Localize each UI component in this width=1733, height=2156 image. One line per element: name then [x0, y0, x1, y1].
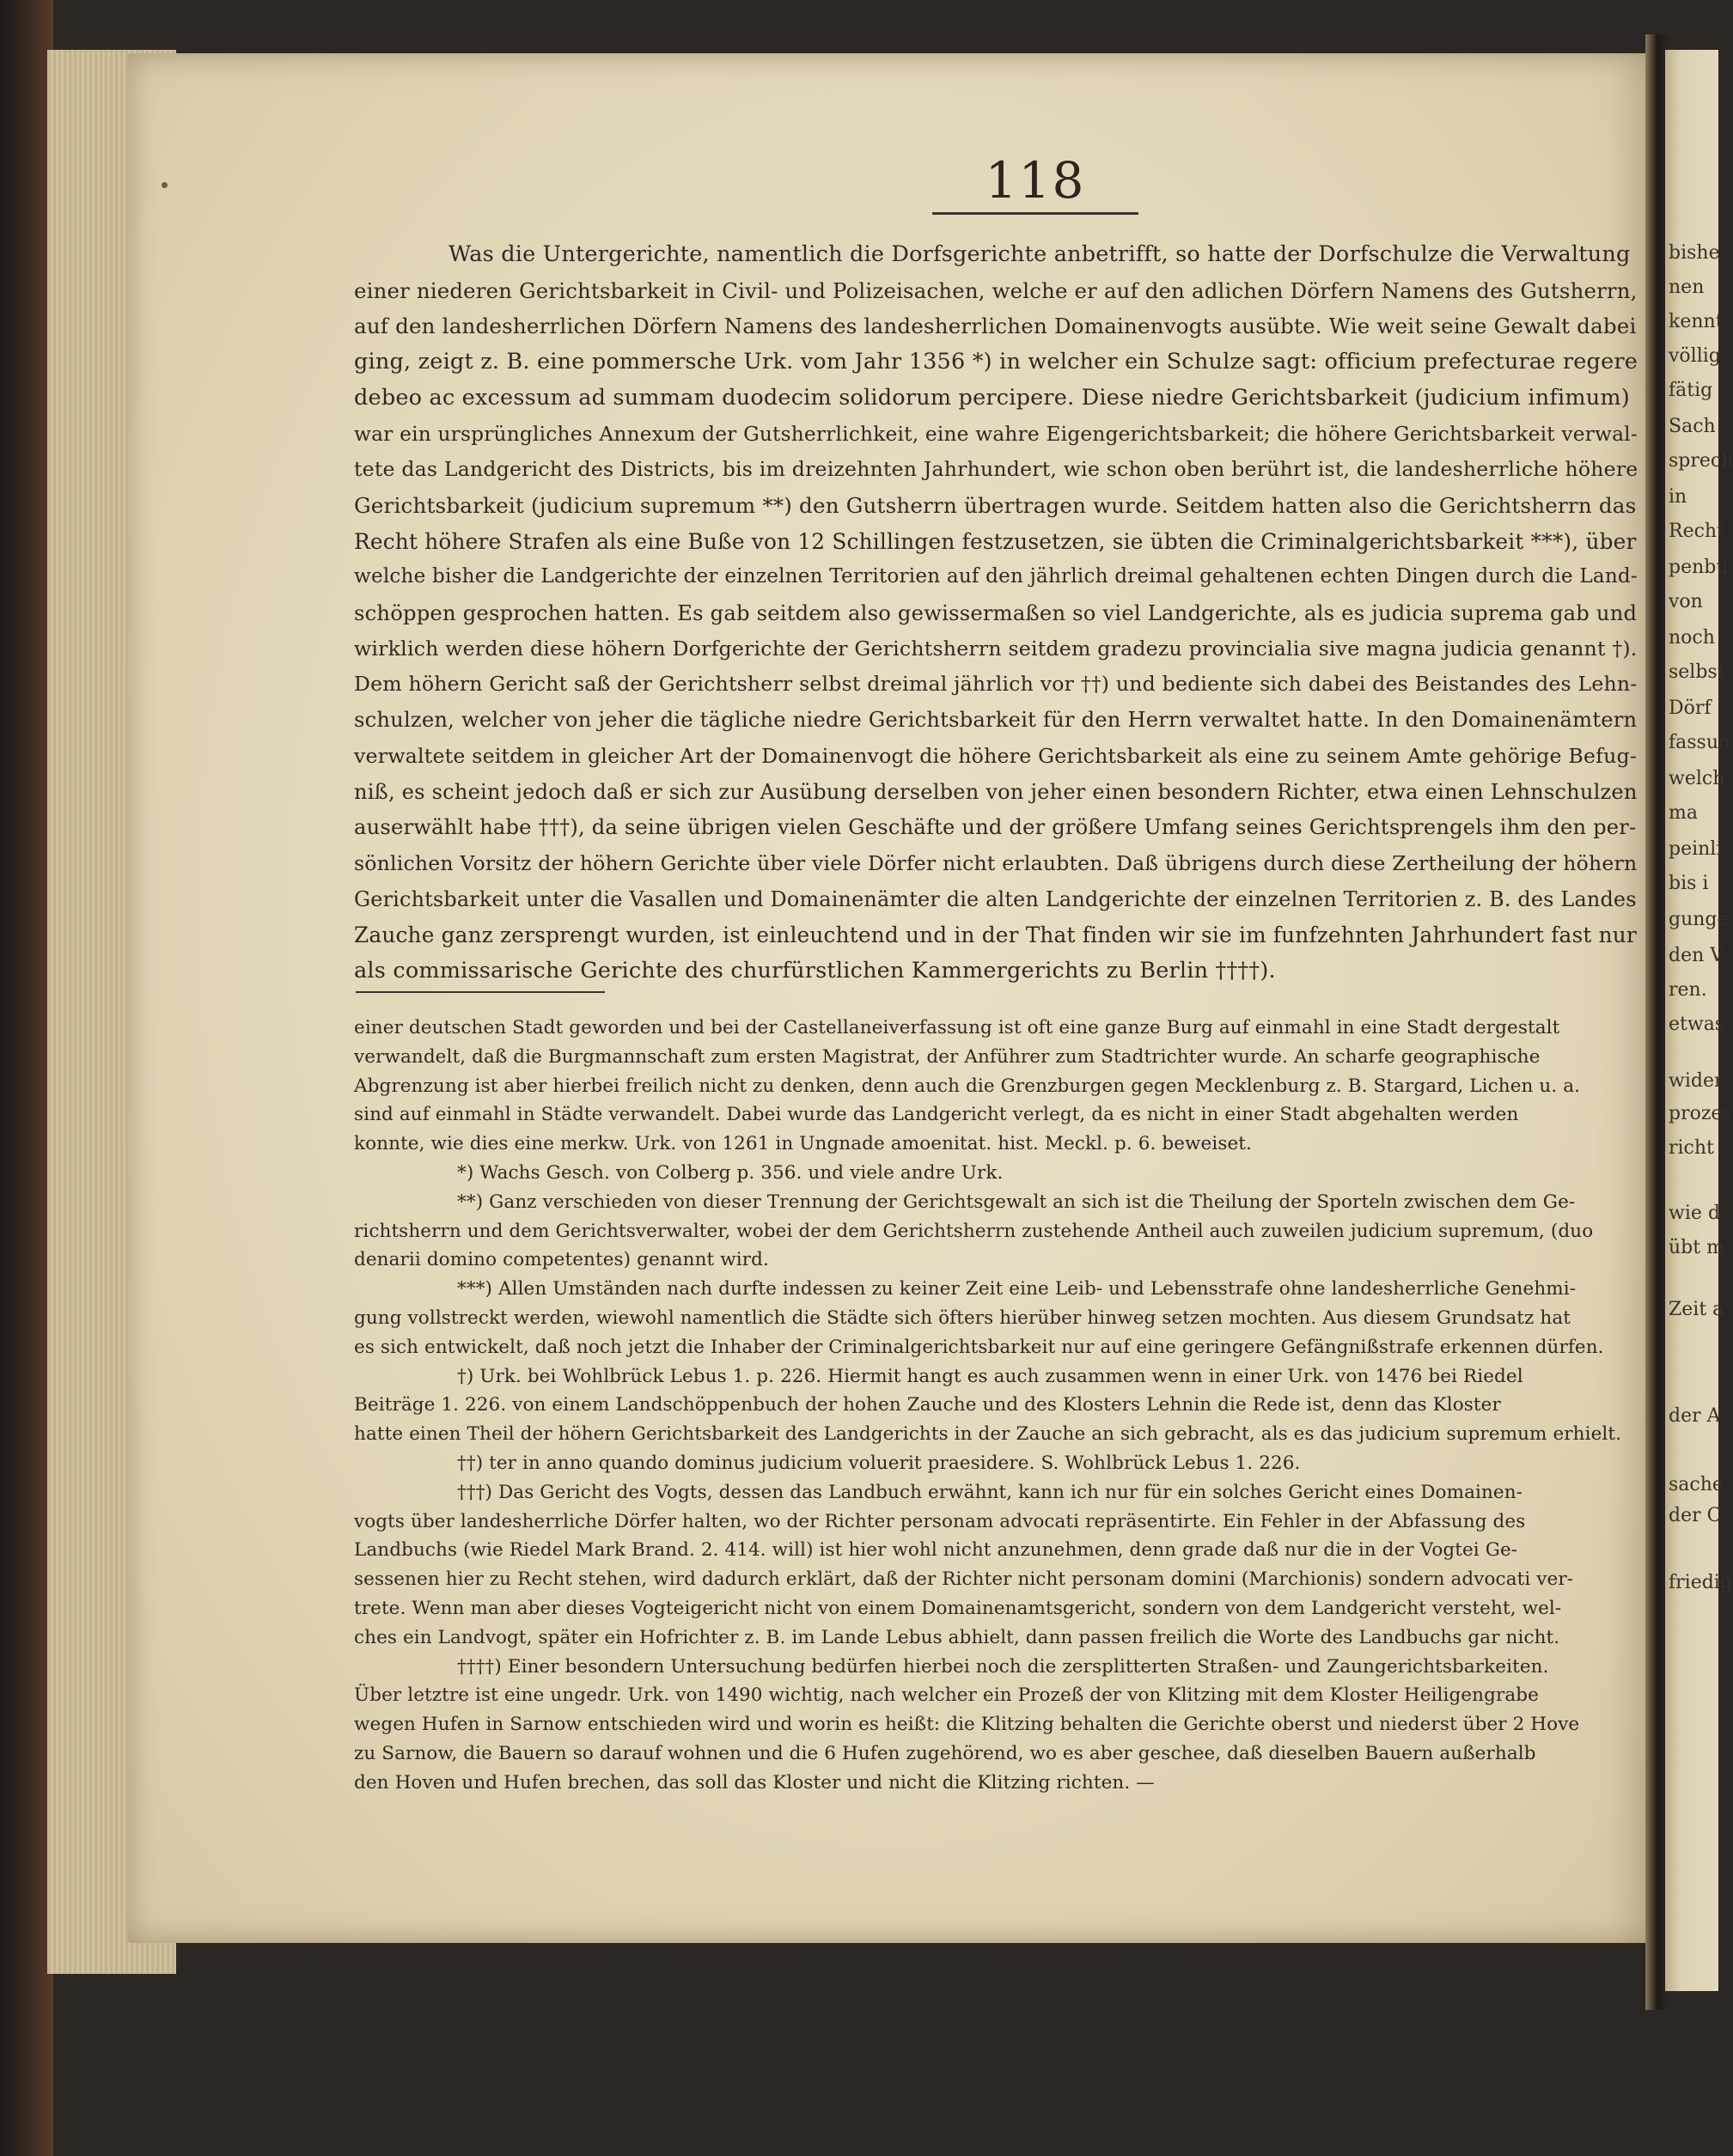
facing-page-word: wie d	[1669, 1203, 1720, 1224]
facing-page-word: nen	[1669, 277, 1705, 298]
main-text-line: Dem höhern Gericht saß der Gerichtsherr selbst dreimal jährlich vor ††) und bediente sich dabei des Beistandes des Lehn-	[354, 672, 1638, 697]
facing-page-word: der A	[1669, 1405, 1721, 1427]
main-text-line: war ein ursprüngliches Annexum der Gutsherrlichkeit, eine wahre Eigengerichtsbarkeit; die höhere Gerichtsbarkeit verwal-	[354, 422, 1638, 446]
page-number: 118	[985, 151, 1086, 210]
facing-page-word: ren.	[1669, 979, 1707, 1001]
footnote-line: Landbuchs (wie Riedel Mark Brand. 2. 414. will) ist hier wohl nicht anzunehmen, denn grade daß nur die in der Vogtei Ge-	[354, 1539, 1518, 1562]
footnote-line: hatte einen Theil der höhern Gerichtsbarkeit des Landgerichts in der Zauche an sich gebracht, als es das judicium supremum erhielt.	[354, 1423, 1622, 1446]
footnote-line: *) Wachs Gesch. von Colberg p. 356. und viele andre Urk.	[457, 1161, 1004, 1184]
facing-page-word: bis i	[1669, 873, 1709, 894]
main-text-line: einer niederen Gerichtsbarkeit in Civil- und Polizeisachen, welche er auf den adlichen Dörfern Namens des Gutsherrn,	[354, 277, 1638, 303]
footnote-line: gung vollstreckt werden, wiewohl namentlich die Städte sich öfters hierüber hinweg setzen mochten. Aus diesem Grundsatz hat	[354, 1306, 1571, 1329]
facing-page-fragment	[1665, 50, 1733, 1991]
facing-page-word: sache	[1669, 1474, 1724, 1495]
footnote-line: verwandelt, daß die Burgmannschaft zum ersten Magistrat, der Anführer zum Stadtrichter wurde. An scharfe geographische	[354, 1045, 1541, 1068]
footnote-line: wegen Hufen in Sarnow entschieden wird und worin es heißt: die Klitzing behalten die Gerichte oberst und niederst über 2 Hove	[354, 1714, 1580, 1736]
footnote-line: konnte, wie dies eine merkw. Urk. von 1261 in Ungnade amoenitat. hist. Meckl. p. 6. beweiset.	[354, 1133, 1252, 1155]
footnote-line: ***) Allen Umständen nach durfte indessen zu keiner Zeit eine Leib- und Lebensstrafe ohne landesherrliche Genehmi-	[457, 1278, 1577, 1300]
book-cover-edge	[0, 0, 53, 2156]
main-text-line: debeo ac excessum ad summam duodecim solidorum percipere. Diese niedre Gerichtsbarkeit (judicium infimum)	[354, 384, 1630, 411]
facing-page-word: kennt	[1669, 311, 1724, 332]
footnotes-block	[354, 1014, 1643, 1798]
main-text-line: wirklich werden diese höhern Dorfgerichte der Gerichtsherrn seitdem gradezu provincialia sive magna judicia genannt †).	[354, 636, 1638, 661]
facing-page-word: sprech	[1669, 450, 1733, 472]
main-text-line: Gerichtsbarkeit (judicium supremum **) den Gutsherrn übertragen wurde. Seitdem hatten also die Gerichtsherrn das	[354, 492, 1637, 518]
main-text-line: ging, zeigt z. B. eine pommersche Urk. vom Jahr 1356 *) in welcher ein Schulze sagt: officium prefecturae regere	[354, 349, 1638, 375]
facing-page-word: Zeit a	[1669, 1299, 1724, 1320]
footnote-line: †) Urk. bei Wohlbrück Lebus 1. p. 226. Hiermit hangt es auch zusammen wenn in einer Urk. von 1476 bei Riedel	[457, 1365, 1523, 1387]
facing-page-word: Sach	[1669, 416, 1716, 437]
page-number-rule	[932, 212, 1138, 215]
main-text-line: Gerichtsbarkeit unter die Vasallen und Domainenämter die alten Landgerichte der einzelnen Territorien z. B. des Landes	[354, 886, 1637, 911]
facing-page-word: peinli	[1669, 838, 1723, 860]
main-text-line: auf den landesherrlichen Dörfern Namens des landesherrlichen Domainenvogts ausübte. Wie weit seine Gewalt dabei	[354, 314, 1637, 339]
main-text-line: welche bisher die Landgerichte der einzelnen Territorien auf den jährlich dreimal gehaltenen echten Dingen durch die Land-	[354, 565, 1638, 588]
footnote-line: sessenen hier zu Recht stehen, wird dadurch erklärt, daß der Richter nicht personam domini (Marchionis) sondern advocati ver-	[354, 1568, 1574, 1591]
footnote-line: den Hoven und Hufen brechen, das soll das Kloster und nicht die Klitzing richten. —	[354, 1771, 1155, 1794]
facing-page-word: in	[1669, 486, 1687, 508]
facing-page-word: noch	[1669, 627, 1715, 649]
main-text-line: tete das Landgericht des Districts, bis im dreizehnten Jahrhundert, wie schon oben berührt ist, die landesherrliche höhere	[354, 457, 1638, 482]
footnote-line: es sich entwickelt, daß noch jetzt die Inhaber der Criminalgerichtsbarkeit nur auf eine geringere Gefängnißstrafe erkennen dürfen.	[354, 1336, 1604, 1358]
facing-page-word: prozes	[1669, 1103, 1732, 1124]
facing-page-word: Dörf	[1669, 697, 1712, 719]
footnote-line: ††) ter in anno quando dominus judicium voluerit praesidere. S. Wohlbrück Lebus 1. 226.	[457, 1452, 1301, 1474]
footnote-line: richtsherrn und dem Gerichtsverwalter, wobei der dem Gerichtsherrn zustehende Antheil auch zuweilen judicium supremum, (duo	[354, 1220, 1594, 1242]
footnote-line: trete. Wenn man aber dieses Vogteigericht nicht von einem Domainenamtsgericht, sondern von dem Landgericht versteht, wel-	[354, 1597, 1562, 1619]
footnote-line: zu Sarnow, die Bauern so darauf wohnen und die 6 Hufen zugehörend, wo es aber geschee, daß dieselben Bauern außerhalb	[354, 1742, 1536, 1764]
main-text-line: schöppen gesprochen hatten. Es gab seitdem also gewissermaßen so viel Landgerichte, als es judicia suprema gab und	[354, 600, 1638, 626]
facing-page-word: von	[1669, 591, 1703, 612]
facing-page-word: den V	[1669, 945, 1724, 966]
footnote-line: ches ein Landvogt, später ein Hofrichter z. B. im Lande Lebus abhielt, dann passen freilich die Worte des Landbuchs gar nicht.	[354, 1626, 1560, 1648]
facing-page-word: völlig	[1669, 345, 1721, 367]
footnote-line: †††) Das Gericht des Vogts, dessen das Landbuch erwähnt, kann ich nur für ein solches Gericht eines Domainen-	[457, 1481, 1523, 1503]
facing-page-word: wider	[1669, 1070, 1724, 1092]
footnote-line: Über letztre ist eine ungedr. Urk. von 1490 wichtig, nach welcher ein Prozeß der von Klitzing mit dem Kloster Heiligengrabe	[354, 1684, 1539, 1707]
facing-page-word: bishe	[1669, 242, 1720, 264]
footnote-line: sind auf einmahl in Städte verwandelt. Dabei wurde das Landgericht verlegt, da es nicht in einer Stadt abgehalten werden	[354, 1104, 1519, 1126]
binding-hole	[162, 182, 168, 188]
facing-page-word: übt m	[1669, 1237, 1724, 1258]
main-text-line: Recht höhere Strafen als eine Buße von 12 Schillingen festzusetzen, sie übten die Criminalgerichtsbarkeit ***), über	[354, 528, 1637, 554]
facing-page-word: fassun	[1669, 732, 1731, 753]
footnote-line: vogts über landesherrliche Dörfer halten, wo der Richter personam advocati repräsentirte. Ein Fehler in der Abfassung des	[354, 1510, 1526, 1532]
facing-page-word: penbu	[1669, 557, 1729, 578]
main-text-line: schulzen, welcher von jeher die tägliche niedre Gerichtsbarkeit für den Herrn verwaltet hatte. In den Domainenämtern	[354, 708, 1638, 733]
facing-page-word: Recht	[1669, 521, 1724, 542]
facing-page-word: gunge	[1669, 909, 1729, 930]
facing-page-word: selbst	[1669, 661, 1725, 683]
footnote-line: Beiträge 1. 226. von einem Landschöppenbuch der hohen Zauche und des Klosters Lehnin die Rede ist, denn das Kloster	[354, 1394, 1501, 1416]
facing-page-word: etwas	[1669, 1014, 1725, 1035]
main-text-line: verwaltete seitdem in gleicher Art der Domainenvogt die höhere Gerichtsbarkeit als eine zu seinem Amte gehörige Befug-	[354, 743, 1638, 768]
main-text-line: niß, es scheint jedoch daß er sich zur Ausübung derselben von jeher einen besondern Richter, etwa einen Lehnschulzen	[354, 779, 1638, 804]
facing-page-word: friedig	[1669, 1572, 1732, 1593]
footnote-separator	[356, 991, 605, 993]
main-text-line: auserwählt habe †††), da seine übrigen vielen Geschäfte und der größere Umfang seines Gerichtsprengels ihm den per-	[354, 815, 1637, 840]
main-text-block	[354, 237, 1643, 990]
facing-page-word: welch	[1669, 768, 1725, 789]
footnote-line: denarii domino competentes) genannt wird.	[354, 1249, 769, 1271]
facing-page-word: der C	[1669, 1505, 1722, 1526]
facing-page-word: fätig	[1669, 380, 1713, 401]
facing-page-word: ma	[1669, 802, 1698, 824]
main-text-line: als commissarische Gerichte des churfürstlichen Kammergerichts zu Berlin ††††).	[354, 958, 1276, 984]
main-text-line: Zauche ganz zersprengt wurden, ist einleuchtend und in der That finden wir sie im funfzehnten Jahrhundert fast nur	[354, 923, 1637, 948]
main-text-line: Was die Untergerichte, namentlich die Dorfsgerichte anbetrifft, so hatte der Dorfschulze die Verwaltung	[449, 241, 1631, 267]
facing-page-word: richt	[1669, 1137, 1714, 1159]
footnote-line: **) Ganz verschieden von dieser Trennung der Gerichtsgewalt an sich ist die Theilung der Sporteln zwischen dem Ge-	[457, 1191, 1576, 1213]
footnote-line: ††††) Einer besondern Untersuchung bedürfen hierbei noch die zersplitterten Straßen- und Zaungerichtsbarkeiten.	[457, 1655, 1549, 1678]
footnote-line: einer deutschen Stadt geworden und bei der Castellaneiverfassung ist oft eine ganze Burg auf einmahl in eine Stadt dergestalt	[354, 1017, 1560, 1038]
footnote-line: Abgrenzung ist aber hierbei freilich nicht zu denken, denn auch die Grenzburgen gegen Mecklenburg z. B. Stargard, Lichen u. a.	[354, 1075, 1581, 1097]
main-text-line: sönlichen Vorsitz der höhern Gerichte über viele Dörfer nicht erlaubten. Daß übrigens durch diese Zertheilung der höhern	[354, 850, 1638, 875]
